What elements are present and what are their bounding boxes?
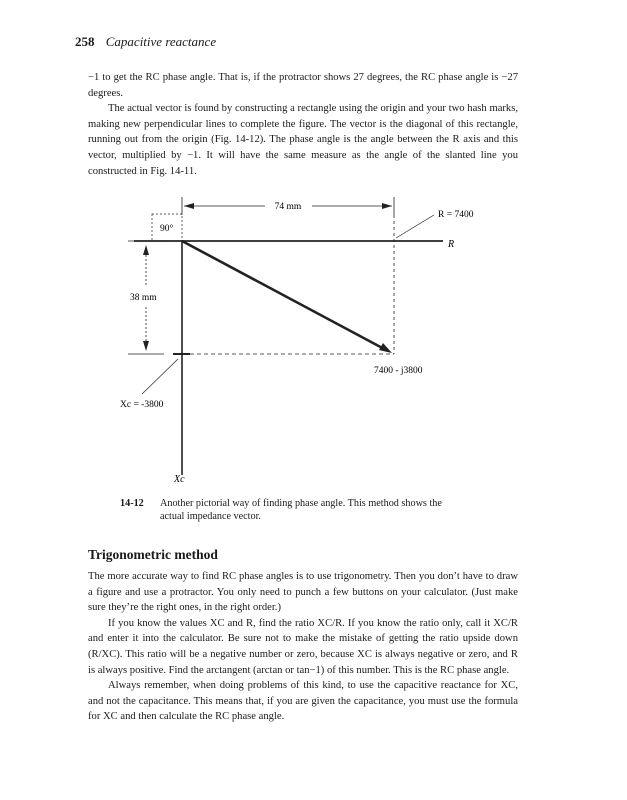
caption-line-1: Another pictorial way of finding phase angle. This method shows the (160, 498, 442, 509)
paragraph: The more accurate way to find RC phase angles is to use trigonometry. Then you don’t have to draw a figure and use a protractor. You only need to punch a few buttons on your calculator. (Just make sure they’re the right ones, in the right order.) (88, 571, 518, 614)
intro-text (88, 70, 518, 179)
dim-arrow-right (382, 203, 392, 209)
impedance-vector (182, 241, 388, 351)
figure-caption (120, 497, 520, 523)
dim38-arrow-top (143, 245, 149, 255)
section-heading: Trigonometric method (88, 547, 218, 562)
caption-line-2: actual impedance vector. (160, 511, 261, 522)
xc-value-label: Xc = -3800 (120, 400, 164, 410)
caption-number: 14-12 (120, 498, 144, 509)
paragraph: If you know the values XC and R, find the ratio XC/R. If you know the ratio only, call it XC/R and enter it into the calculator. Be sure not to make the mistake of getting the ratio upside down (R/XC). This ratio will be a negative number or zero, because XC is always negative or zero, and R is always positive. Find the arctangent (arctan or tan−1) of this number. This is the RC phase angle. (88, 617, 518, 676)
height-label: 38 mm (130, 293, 157, 303)
dim38-arrow-bottom (143, 341, 149, 351)
paragraph: −1 to get the RC phase angle. That is, if the protractor shows 27 degrees, the RC phase angle is −27 degrees. (88, 72, 518, 99)
section-title: Capacitive reactance (105, 34, 217, 49)
impedance-vector-arrowhead (379, 343, 392, 353)
r-axis-label: R (448, 239, 455, 250)
page-number: 258 (75, 34, 95, 49)
paragraph: The actual vector is found by constructing a rectangle using the origin and your two hash marks, making new perpendicular lines to complete the figure. The vector is the diagonal of this rectangle, running out from the origin (Fig. 14-12). The phase angle is the angle between the R axis and this vector, multiplied by −1. It will have the same measure as the angle of the slanted line you constructed in Fig. 14-11. (88, 103, 518, 177)
trig-text (88, 569, 518, 725)
impedance-vector-figure (100, 185, 520, 490)
r-value-label: R = 7400 (438, 210, 474, 220)
r-value-leader (396, 215, 434, 238)
impedance-label: 7400 - j3800 (374, 366, 423, 376)
angle-label: 90° (160, 224, 174, 234)
xc-axis-label: Xc (174, 474, 185, 485)
paragraph: Always remember, when doing problems of this kind, to use the capacitive reactance for XC, and not the capacitance. This means that, if you are given the capacitance, you must use the formula for XC and then calculate the RC phase angle. (88, 680, 518, 723)
width-label: 74 mm (274, 202, 302, 212)
dim-arrow-left (184, 203, 194, 209)
running-header (75, 34, 216, 50)
xc-value-leader (142, 359, 178, 394)
